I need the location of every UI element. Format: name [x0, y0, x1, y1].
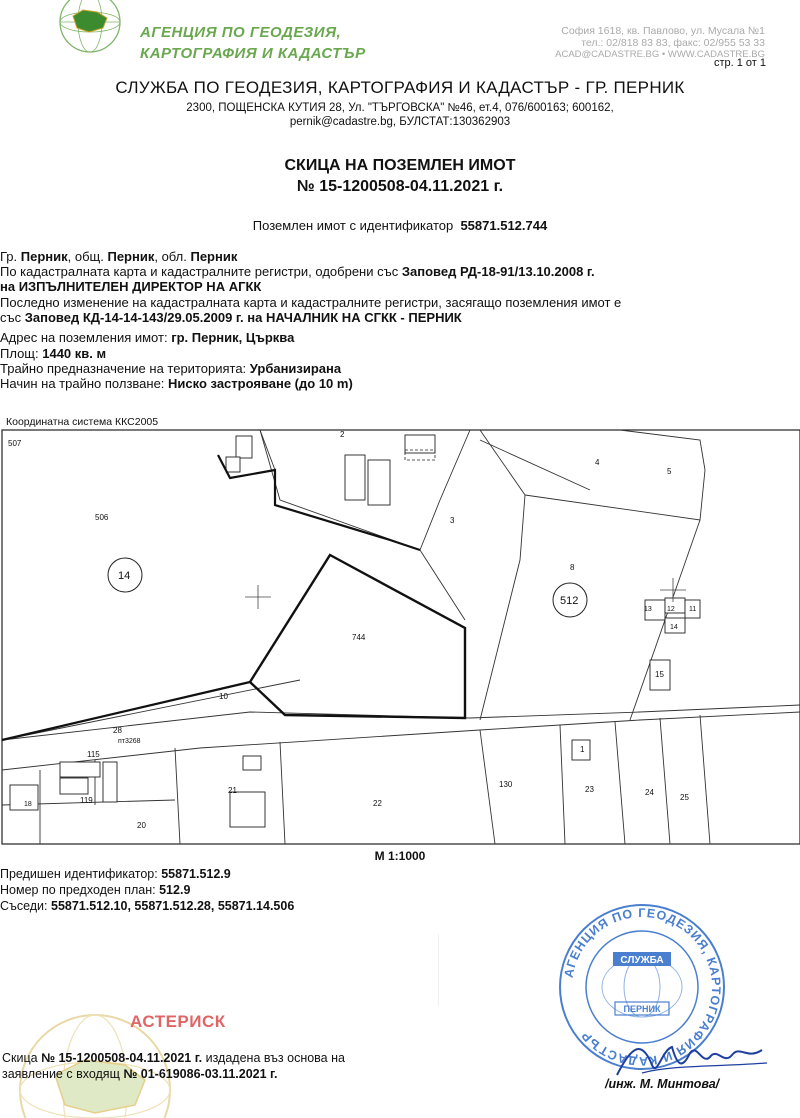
agency-contact: [540, 26, 765, 61]
stamp-service-label: СЛУЖБА: [620, 955, 664, 966]
document-title: СКИЦА НА ПОЗЕМЛЕН ИМОТ: [284, 157, 516, 174]
issuance-statement: Скица № 15-1200508-04.11.2021 г. издадена въз основа на заявление с входящ № 01-619086-03.11.2021 г.: [2, 1051, 345, 1081]
property-address: Адрес на поземления имот: гр. Перник, Църква: [0, 330, 295, 345]
map-label: 13: [644, 606, 652, 613]
agency-name-line1: АГЕНЦИЯ ПО ГЕОДЕЗИЯ,: [140, 24, 342, 41]
map-label: 4: [595, 458, 600, 467]
office-address-2: pernik@cadastre.bg, БУЛСТАТ:130362903: [289, 116, 511, 128]
cadastral-map: [0, 428, 800, 846]
map-label: 24: [645, 788, 654, 797]
agency-name-line2: КАРТОГРАФИЯ И КАДАСТЪР: [140, 45, 366, 62]
map-label: 18: [24, 801, 32, 808]
territory-purpose: Трайно предназначение на територията: Урбанизирана: [0, 361, 342, 376]
parcel-507-label: 507: [8, 439, 22, 448]
map-label: 1: [580, 745, 585, 754]
quarter-14-label: 14: [118, 570, 131, 582]
stamp-city-label: ПЕРНИК: [623, 1004, 661, 1014]
map-label: 21: [228, 786, 237, 795]
map-label: 119: [80, 796, 93, 805]
map-label: 5: [667, 467, 672, 476]
map-label: 8: [570, 563, 575, 572]
office-name: СЛУЖБА ПО ГЕОДЕЗИЯ, КАРТОГРАФИЯ И КАДАСТЪР - ГР. ПЕРНИК: [115, 78, 685, 97]
identifier-line: [0, 218, 800, 233]
stamp-ring-text: АГЕНЦИЯ ПО ГЕОДЕЗИЯ, КАРТОГРАФИЯ И КАДАСТЪР: [561, 905, 724, 1069]
parcel-744-label: 744: [352, 633, 366, 642]
approval-line: По кадастралната карта и кадастралните регистри, одобрени със Заповед РД-18-91/13.10.2008 г.: [0, 264, 595, 279]
map-label: 23: [585, 785, 594, 794]
agency-globe-logo: [55, 0, 125, 60]
neighbours: Съседи: 55871.512.10, 55871.512.28, 55871.14.506: [0, 899, 295, 913]
map-label: 28: [113, 726, 122, 735]
agency-name: [140, 22, 366, 64]
map-label: 25: [680, 793, 689, 802]
office-address-1: 2300, ПОЩЕНСКА КУТИЯ 28, Ул. "ТЪРГОВСКА" №46, ет.4, 076/600163; 600162,: [186, 102, 614, 114]
coordinate-system: Координатна система ККС2005: [6, 416, 159, 428]
map-label: 130: [499, 780, 513, 789]
document-number: № 15-1200508-04.11.2021 г.: [296, 178, 504, 195]
usage-type: Начин на трайно ползване: Ниско застрояване (до 10 m): [0, 376, 353, 391]
location-line: Гр. Перник, общ. Перник, обл. Перник: [0, 249, 238, 264]
map-label: 20: [137, 821, 146, 830]
map-label: 15: [655, 670, 664, 679]
asterisk-watermark: АСТЕРИСК: [130, 1012, 226, 1031]
signer-name: /инж. М. Минтова/: [605, 1077, 720, 1091]
contact-address: София 1618, кв. Павлово, ул. Мусала №1: [561, 25, 765, 37]
page-number: стр. 1 от 1: [713, 57, 766, 69]
identifier-label: Поземлен имот с идентификатор: [252, 218, 454, 233]
contact-phone: тел.: 02/818 83 83, факс: 02/955 53 33: [581, 36, 765, 49]
map-label: 12: [667, 606, 675, 613]
last-change-order: със Заповед КД-14-14-143/29.05.2009 г. на НАЧАЛНИК НА СГКК - ПЕРНИК: [0, 310, 462, 325]
map-label: 2: [340, 430, 345, 439]
map-label: 22: [373, 799, 382, 808]
approval-authority: на ИЗПЪЛНИТЕЛЕН ДИРЕКТОР НА АГКК: [0, 279, 262, 294]
property-area: Площ: 1440 кв. м: [0, 346, 107, 361]
map-label: 11: [689, 606, 697, 613]
last-change-line: Последно изменение на кадастралната карта и кадастралните регистри, засягащо поземления имот е: [0, 295, 622, 310]
previous-identifier: Предишен идентификатор: 55871.512.9: [0, 867, 231, 881]
map-label: 3: [450, 516, 455, 525]
map-label: 10: [219, 692, 228, 701]
quarter-512-label: 512: [560, 595, 579, 607]
contact-web: ACAD@CADASTRE.BG • WWW.CADASTRE.BG: [555, 49, 765, 60]
previous-plan-number: Номер по предходен план: 512.9: [0, 883, 191, 897]
identifier-value: 55871.512.744: [460, 218, 548, 233]
map-scale: М 1:1000: [374, 849, 426, 863]
map-label: 14: [670, 624, 678, 631]
map-label: 115: [87, 750, 100, 759]
parcel-506-label: 506: [95, 513, 109, 522]
survey-point-label: пт3268: [118, 738, 141, 745]
